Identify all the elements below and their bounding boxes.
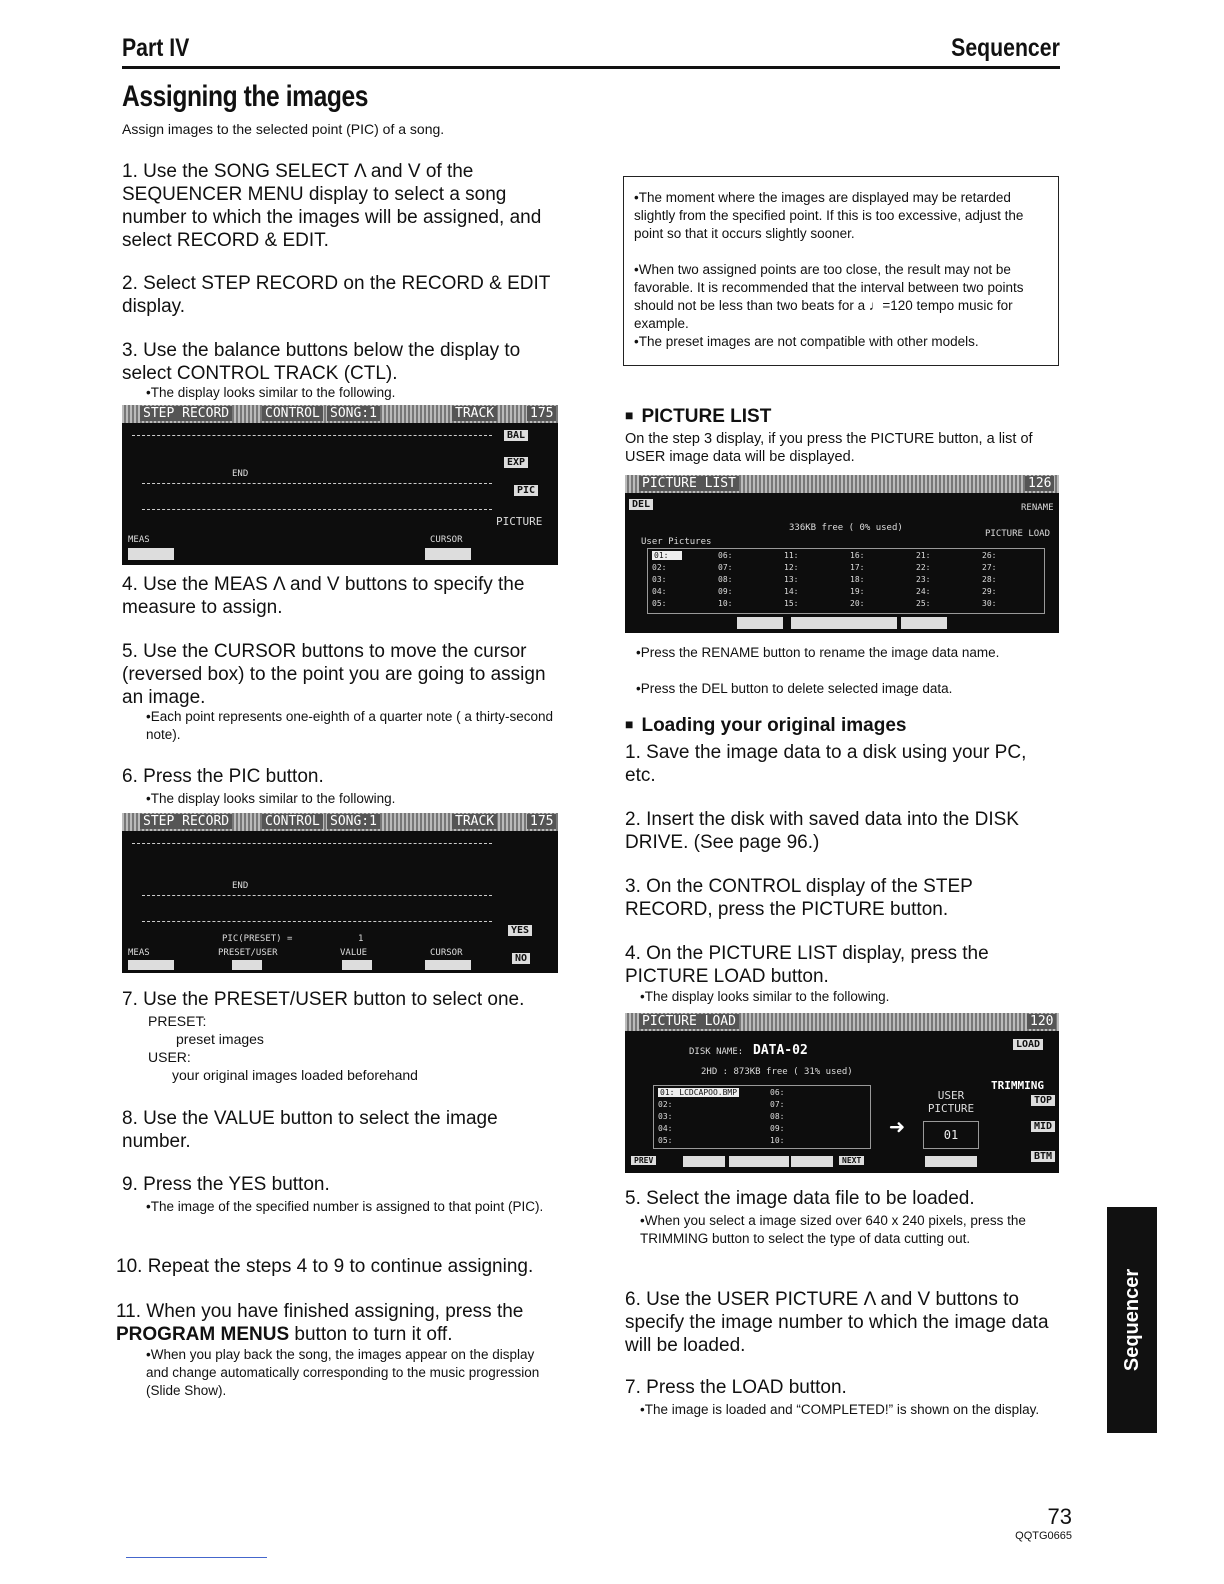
picture-slot[interactable]: 28:: [982, 575, 997, 584]
doc-code: QQTG0665: [1015, 1530, 1072, 1542]
pic-button[interactable]: PIC: [514, 485, 538, 496]
step-6-note: • The display looks similar to the following.: [146, 790, 395, 808]
file-scroll[interactable]: [729, 1156, 789, 1167]
intro-text: Assign images to the selected point (PIC) of a song.: [122, 121, 445, 137]
picture-slot[interactable]: 17:: [850, 563, 865, 572]
yes-button[interactable]: YES: [508, 925, 532, 936]
step-3-note: • The display looks similar to the following.: [146, 384, 395, 402]
trim-top-button[interactable]: TOP: [1031, 1095, 1055, 1106]
cursor-right-button[interactable]: [791, 1156, 833, 1167]
step-9-note: • The image of the specified number is assigned to that point (PIC).: [146, 1198, 558, 1216]
picture-list-heading: ■ PICTURE LIST: [625, 406, 771, 428]
picture-slot[interactable]: 26:: [982, 551, 997, 560]
step-5-note: • Each point represents one-eighth of a quarter note ( a thirty-second note).: [146, 708, 558, 744]
picture-slot[interactable]: 23:: [916, 575, 931, 584]
load-step-5: 5. Select the image data file to be loaded.: [625, 1188, 975, 1209]
load-step-4: 4. On the PICTURE LIST display, press the PICTURE LOAD button.: [625, 943, 989, 987]
file-slot[interactable]: 04:: [658, 1124, 673, 1133]
picture-slot[interactable]: 05:: [652, 599, 667, 608]
cursor-buttons[interactable]: [425, 960, 471, 970]
file-slot[interactable]: 05:: [658, 1136, 673, 1145]
picture-slot[interactable]: 15:: [784, 599, 799, 608]
loading-heading: ■ Loading your original images: [625, 715, 906, 737]
file-slot[interactable]: 07:: [770, 1100, 785, 1109]
picture-slot[interactable]: 02:: [652, 563, 667, 572]
file-list[interactable]: [653, 1085, 871, 1149]
screen-step-record-ctl: STEP RECORD CONTROL SONG:1 TRACK 175 BAL EXP END PIC PICTURE MEAS CURSOR: [122, 405, 558, 565]
picture-slot-grid: [647, 548, 1045, 614]
exp-button[interactable]: EXP: [504, 457, 528, 468]
picture-load-button[interactable]: PICTURE LOAD: [985, 529, 1051, 539]
prev-button[interactable]: PREV: [631, 1156, 656, 1165]
slot-scroll[interactable]: [791, 617, 897, 629]
arrow-right-icon: ➜: [889, 1113, 905, 1143]
picture-slot[interactable]: 09:: [718, 587, 733, 596]
picture-slot[interactable]: 08:: [718, 575, 733, 584]
step-2: 2. Select STEP RECORD on the RECORD & EDIT display.: [122, 273, 551, 317]
screen-picture-list: PICTURE LIST 126 DEL RENAME 336KB free ( 0% used) PICTURE LOAD User Pictures 01: 02: 03: 04: 05: 06: 07: 08: 09: 10: 11: 12: 13: 14: 15: 16: 17: 18: 19: 20: 21: 22: 23: 24: 25: 26: 27: 28: 29: 30:: [625, 475, 1059, 633]
trim-btm-button[interactable]: BTM: [1031, 1151, 1055, 1162]
picture-slot[interactable]: 13:: [784, 575, 799, 584]
rename-button[interactable]: RENAME: [1021, 503, 1054, 513]
next-button[interactable]: NEXT: [839, 1156, 864, 1165]
cursor-buttons[interactable]: [425, 548, 471, 560]
picture-slot[interactable]: 22:: [916, 563, 931, 572]
del-note: • Press the DEL button to delete selected image data.: [636, 680, 1060, 698]
next-button[interactable]: [901, 617, 947, 629]
rename-note: • Press the RENAME button to rename the image data name.: [636, 644, 1060, 662]
file-slot[interactable]: 01: LCDCAPOO.BMP: [660, 1088, 738, 1097]
file-slot[interactable]: 03:: [658, 1112, 673, 1121]
picture-slot[interactable]: 27:: [982, 563, 997, 572]
load-step-6: 6. Use the USER PICTURE Λ and V buttons to specify the image number to which the image data will be loaded.: [625, 1289, 1049, 1356]
step-9: 9. Press the YES button.: [122, 1174, 330, 1195]
load-step-4-note: • The display looks similar to the following.: [640, 988, 889, 1006]
load-step-2: 2. Insert the disk with saved data into the DISK DRIVE. (See page 96.): [625, 809, 1019, 853]
disk-name: DATA-02: [753, 1043, 808, 1058]
cursor-left-button[interactable]: [683, 1156, 725, 1167]
file-slot[interactable]: 08:: [770, 1112, 785, 1121]
load-step-5-note: • When you select a image sized over 640 x 240 pixels, press the TRIMMING button to select the type of data cutting out.: [640, 1212, 1060, 1248]
step-3: 3. Use the balance buttons below the display to select CONTROL TRACK (CTL).: [122, 340, 521, 384]
load-step-7: 7. Press the LOAD button.: [625, 1377, 847, 1398]
picture-slot[interactable]: 18:: [850, 575, 865, 584]
picture-slot[interactable]: 16:: [850, 551, 865, 560]
picture-slot[interactable]: 06:: [718, 551, 733, 560]
picture-slot[interactable]: 12:: [784, 563, 799, 572]
user-picture-updown[interactable]: [925, 1156, 977, 1167]
screen-title-bar: STEP RECORD CONTROL SONG:1 TRACK 175: [122, 405, 558, 423]
load-step-1: 1. Save the image data to a disk using your PC, etc.: [625, 742, 1027, 786]
picture-slot[interactable]: 11:: [784, 551, 799, 560]
picture-slot[interactable]: 29:: [982, 587, 997, 596]
picture-slot[interactable]: 07:: [718, 563, 733, 572]
page-title: Assigning the images: [122, 80, 369, 113]
file-slot[interactable]: 10:: [770, 1136, 785, 1145]
step-10: 10. Repeat the steps 4 to 9 to continue assigning.: [116, 1256, 534, 1277]
picture-slot[interactable]: 24:: [916, 587, 931, 596]
meas-button[interactable]: [128, 548, 174, 560]
no-button[interactable]: NO: [512, 953, 530, 964]
step-4: 4. Use the MEAS Λ and V buttons to specify the measure to assign.: [122, 574, 525, 618]
meas-button[interactable]: [128, 960, 174, 970]
file-slot[interactable]: 06:: [770, 1088, 785, 1097]
picture-slot[interactable]: 19:: [850, 587, 865, 596]
picture-slot[interactable]: 01:: [652, 551, 682, 560]
prev-button[interactable]: [737, 617, 783, 629]
step-11: 11. When you have finished assigning, press the PROGRAM MENUS button to turn it off.: [116, 1301, 524, 1345]
notes-box: • The moment where the images are displayed may be retarded slightly from the specified point. If this is too excessive, adjust the point so that it occurs slightly sooner. • When two assigned points are too close, the result may not be favorable. It is recommended that the interval between two points should not be less than two beats for a ♩=120 tempo music for example. • The preset images are not compatible with other models.: [623, 176, 1059, 366]
step-7-options: PRESET: preset images USER: your original images loaded beforehand: [148, 1013, 418, 1083]
picture-slot[interactable]: 30:: [982, 599, 997, 608]
section-label: Sequencer: [951, 34, 1060, 62]
load-step-7-note: • The image is loaded and “COMPLETED!” is shown on the display.: [640, 1401, 1060, 1419]
header-rule: [122, 66, 1060, 69]
picture-slot[interactable]: 04:: [652, 587, 667, 596]
step-7: 7. Use the PRESET/USER button to select one.: [122, 989, 525, 1010]
picture-slot[interactable]: 03:: [652, 575, 667, 584]
picture-list-text: On the step 3 display, if you press the PICTURE button, a list of USER image data will be displayed.: [625, 431, 1033, 465]
preset-user-button[interactable]: [232, 960, 262, 970]
value-button[interactable]: [342, 960, 372, 970]
step-8: 8. Use the VALUE button to select the image number.: [122, 1108, 498, 1152]
part-label: Part IV: [122, 34, 190, 62]
screen-step-record-pic: STEP RECORD CONTROL SONG:1 TRACK 175 END YES PIC(PRESET) = 1 MEAS PRESET/USER VALUE CURSOR NO: [122, 813, 558, 973]
trim-mid-button[interactable]: MID: [1031, 1121, 1055, 1132]
step-11-note: • When you play back the song, the images appear on the display and change automatically corresponding to the music progression (Slide Show).: [146, 1346, 558, 1400]
screen-picture-load: PICTURE LOAD 120 DISK NAME: DATA-02 LOAD 2HD : 873KB free ( 31% used) TRIMMING 01: LCDCAPOO.BMP 02: 03: 04: 05: 06: 07: 08: 09: 10: USER PICTURE TOP ➜ 01 MID BTM PREV NEXT: [625, 1013, 1059, 1173]
picture-slot[interactable]: 21:: [916, 551, 931, 560]
user-picture-value: 01: [923, 1121, 979, 1149]
del-button[interactable]: DEL: [629, 499, 653, 510]
footer-rule: [126, 1557, 267, 1558]
side-tab: Sequencer: [1107, 1207, 1157, 1433]
step-5: 5. Use the CURSOR buttons to move the cursor (reversed box) to the point you are going to assign an image.: [122, 641, 546, 708]
bal-button[interactable]: BAL: [504, 430, 528, 441]
file-slot[interactable]: 02:: [658, 1100, 673, 1109]
picture-slot[interactable]: 25:: [916, 599, 931, 608]
picture-slot[interactable]: 14:: [784, 587, 799, 596]
picture-slot[interactable]: 20:: [850, 599, 865, 608]
step-6: 6. Press the PIC button.: [122, 766, 324, 787]
file-slot[interactable]: 09:: [770, 1124, 785, 1133]
page-number: 73: [1047, 1504, 1072, 1529]
load-step-3: 3. On the CONTROL display of the STEP RECORD, press the PICTURE button.: [625, 876, 973, 920]
load-button[interactable]: LOAD: [1013, 1039, 1043, 1050]
picture-slot[interactable]: 10:: [718, 599, 733, 608]
step-1: 1. Use the SONG SELECT Λ and V of the SEQUENCER MENU display to select a song number to which the images will be assigned, and select RECORD & EDIT.: [122, 161, 542, 251]
